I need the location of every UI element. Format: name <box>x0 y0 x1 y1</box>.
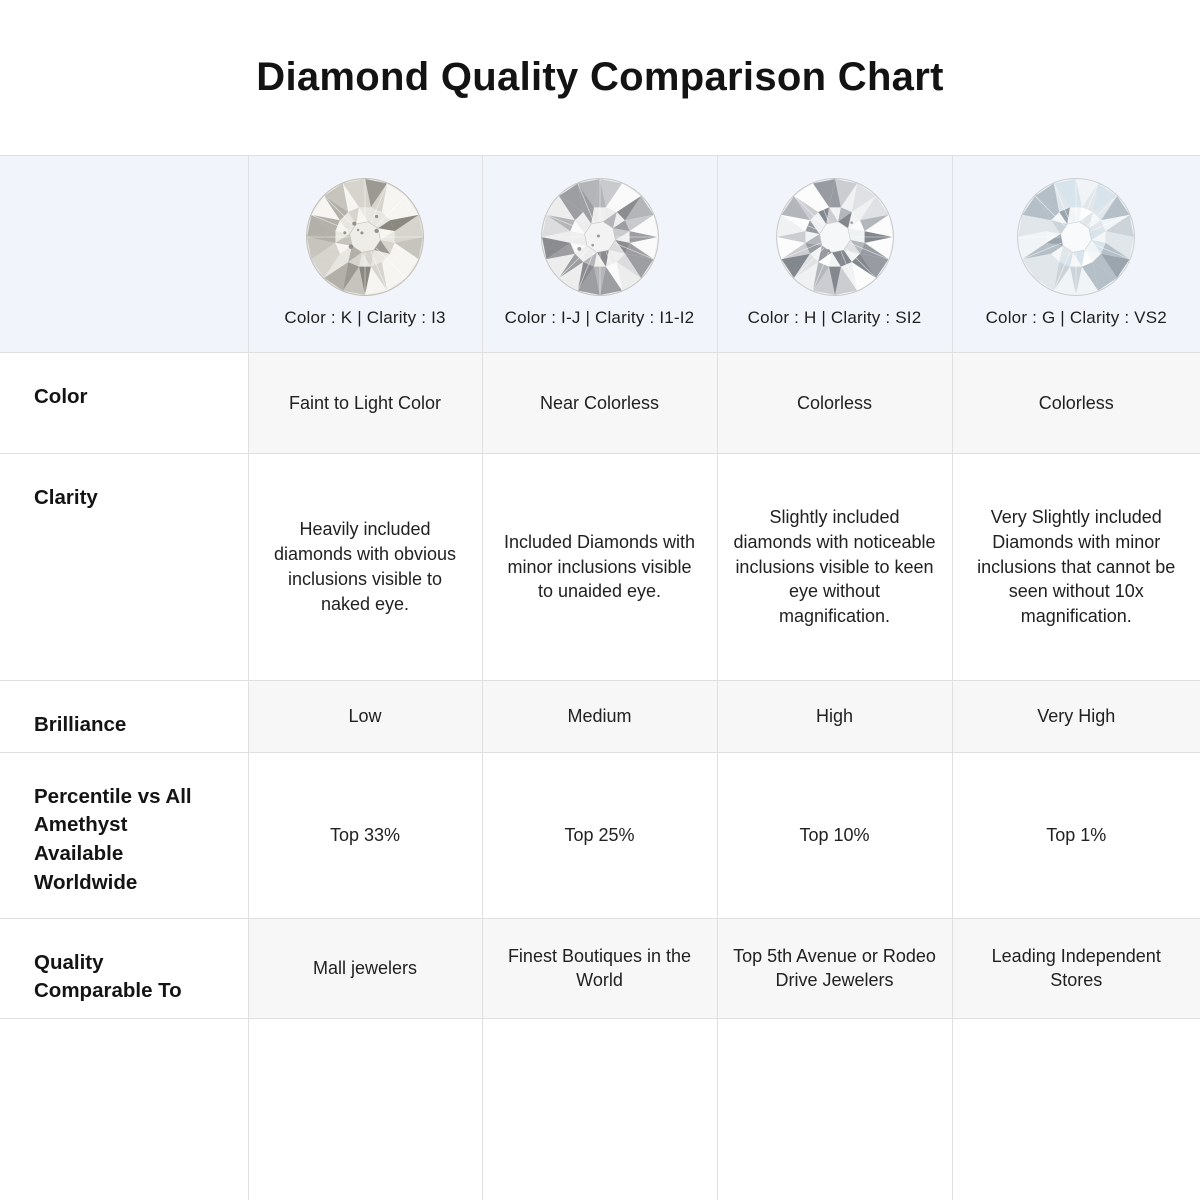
header-col-ij-i1i2 <box>482 156 717 353</box>
empty-cell <box>717 1019 952 1200</box>
table-cell: Mall jewelers <box>248 918 482 1018</box>
header-col-g-vs2 <box>952 156 1200 353</box>
table-cell: Very High <box>952 681 1200 753</box>
diamond-ij-i1i2-image <box>539 176 661 298</box>
row-label-percentile: Percentile vs All Amethyst Available Worldwide <box>0 752 248 918</box>
table-cell: Near Colorless <box>482 353 717 454</box>
table-cell: Slightly included diamonds with noticeable inclusions visible to keen eye without magnification. <box>717 454 952 681</box>
row-color <box>0 353 1200 454</box>
row-brilliance <box>0 681 1200 753</box>
page-title: Diamond Quality Comparison Chart <box>256 55 944 99</box>
diamond-caption: Color : I-J | Clarity : I1-I2 <box>504 308 695 327</box>
table-cell: Top 33% <box>248 752 482 918</box>
table-cell: High <box>717 681 952 753</box>
table-header-row <box>0 156 1200 353</box>
row-clarity <box>0 454 1200 681</box>
diamond-caption: Color : G | Clarity : VS2 <box>985 308 1167 327</box>
empty-cell <box>248 1019 482 1200</box>
row-quality-comparable <box>0 918 1200 1018</box>
diamond-caption: Color : H | Clarity : SI2 <box>747 308 922 327</box>
table-cell: Colorless <box>952 353 1200 454</box>
table-cell: Included Diamonds with minor inclusions visible to unaided eye. <box>482 454 717 681</box>
diamond-g-vs2-image <box>1015 176 1137 298</box>
table-cell: Top 1% <box>952 752 1200 918</box>
empty-cell <box>0 1019 248 1200</box>
row-label-quality-comparable: Quality Comparable To <box>0 918 248 1018</box>
table-cell: Top 5th Avenue or Rodeo Drive Jewelers <box>717 918 952 1018</box>
row-label-clarity: Clarity <box>0 454 248 681</box>
diamond-k-i3-image <box>304 176 426 298</box>
empty-cell <box>952 1019 1200 1200</box>
table-cell: Leading Independent Stores <box>952 918 1200 1018</box>
empty-cell <box>482 1019 717 1200</box>
header-empty-cell <box>0 156 248 353</box>
row-percentile <box>0 752 1200 918</box>
row-empty <box>0 1019 1200 1200</box>
header-col-k-i3 <box>248 156 482 353</box>
diamond-h-si2-image <box>774 176 896 298</box>
comparison-table <box>0 155 1200 1200</box>
row-label-color: Color <box>0 353 248 454</box>
title-band <box>0 0 1200 155</box>
table-cell: Colorless <box>717 353 952 454</box>
table-cell: Medium <box>482 681 717 753</box>
diamond-caption: Color : K | Clarity : I3 <box>284 308 446 327</box>
table-cell: Finest Boutiques in the World <box>482 918 717 1018</box>
table-cell: Heavily included diamonds with obvious inclusions visible to naked eye. <box>248 454 482 681</box>
header-col-h-si2 <box>717 156 952 353</box>
table-cell: Top 25% <box>482 752 717 918</box>
table-cell: Faint to Light Color <box>248 353 482 454</box>
row-label-brilliance: Brilliance <box>0 681 248 753</box>
table-cell: Low <box>248 681 482 753</box>
table-cell: Very Slightly included Diamonds with minor inclusions that cannot be seen without 10x magnification. <box>952 454 1200 681</box>
table-cell: Top 10% <box>717 752 952 918</box>
